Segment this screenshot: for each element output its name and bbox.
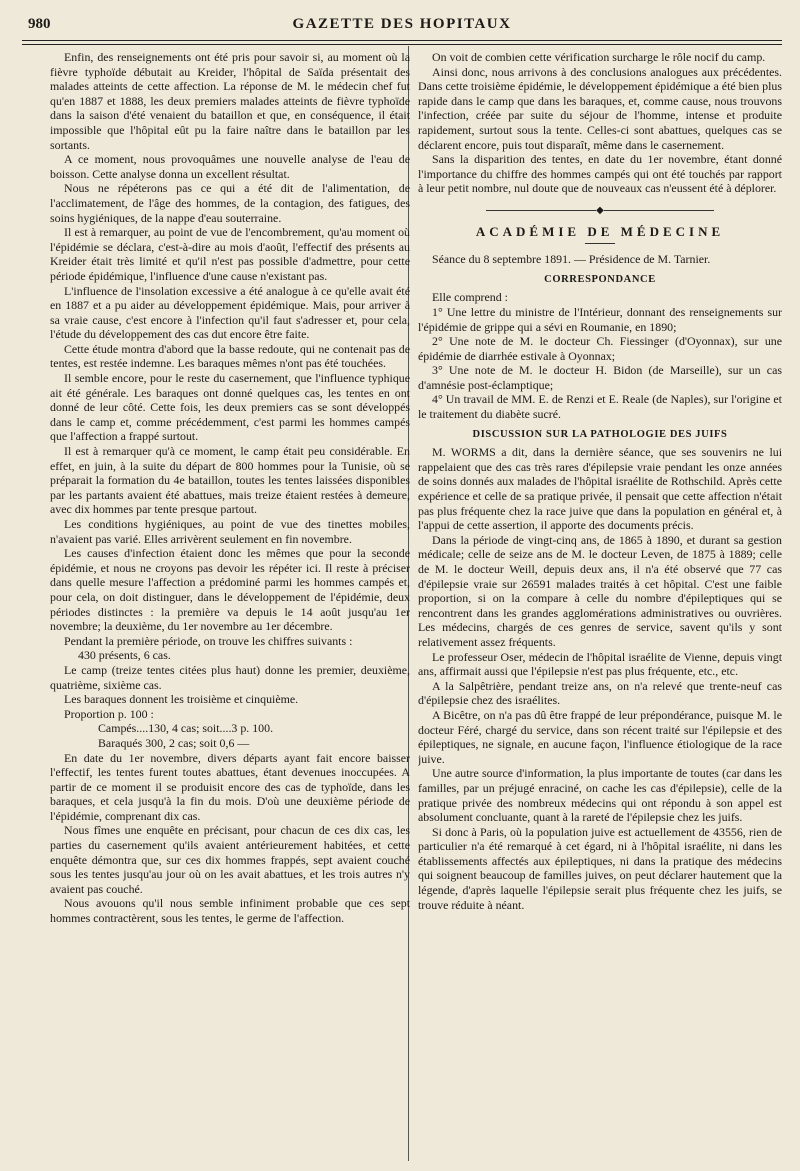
left-column bbox=[50, 50, 410, 1160]
subheading-discussion: DISCUSSION SUR LA PATHOLOGIE DES JUIFS bbox=[472, 428, 728, 440]
right-column bbox=[418, 50, 782, 1160]
short-rule bbox=[585, 243, 615, 244]
paragraph: Il semble encore, pour le reste du casernement, que l'influence typhique ait été générale. Les baraques ont donné quelques cas, les tentes en ont donné de leur côté. Cette fois, les deux premiers cas se sont développés dans le camp et, comme précédemment, c'est parmi les hommes campés que l'affection a frappé surtout. bbox=[50, 371, 410, 444]
paragraph: Les baraques donnent les troisième et cinquième. bbox=[64, 692, 299, 707]
paragraph: Si donc à Paris, où la population juive est actuellement de 43556, rien de particulier n'a été remarqué à cet égard, ni à l'hôpital israélite, ni dans les établissements affectés aux épileptiques, ni dans la pratique des médecins qui soignent beaucoup de familles juives, on peut déclarer hautement que la légende, d'après laquelle l'épilepsie serait plus fréquente chez les juifs, se trouve réduite à néant. bbox=[418, 824, 782, 912]
paragraph: A ce moment, nous provoquâmes une nouvelle analyse de l'eau de boisson. Cette analyse donna un excellent résultat. bbox=[50, 152, 410, 181]
journal-title: GAZETTE DES HOPITAUX bbox=[292, 16, 512, 32]
section-separator: ◆ bbox=[418, 204, 782, 219]
paragraph: M. WORMS a dit, dans la dernière séance, que ses souvenirs ne lui rappelaient que des cas très rares d'épilepsie vraie pendant les onze années de soins donnés aux malades de l'hôpital israélite de Rothschild. Après cette expérience et celle de sa pratique privée, il pensait que cette affection n'était pas plus fréquente chez la race juive que dans la population en général et, à l'appui de cette assertion, il apporte des documents précis. bbox=[418, 445, 782, 533]
page-number: 980 bbox=[28, 16, 51, 32]
paragraph: Cette étude montra d'abord que la basse redoute, qui ne contenait pas de tentes, est restée indemne. Les baraques mêmes n'ont pas été touchées. bbox=[50, 341, 410, 371]
paragraph: Le professeur Oser, médecin de l'hôpital israélite de Vienne, depuis vingt ans, affirmait aussi que l'épilepsie n'est pas plus fréquente, etc., etc. bbox=[418, 649, 782, 679]
paragraph: Sans la disparition des tentes, en date du 1er novembre, étant donné l'importance du chiffre des hommes campés qui ont été touchés par rapport à leur petit nombre, nul doute que de nouveaux cas n'eussent été à déplorer. bbox=[418, 152, 782, 196]
seance-line: Séance du 8 septembre 1891. — Présidence de M. Tarnier. bbox=[432, 252, 711, 267]
paragraph: 430 présents, 6 cas. bbox=[78, 648, 171, 663]
list-item: 4° Un travail de MM. E. de Renzi et E. Reale (de Naples), sur l'origine et le traitement du diabète sucré. bbox=[418, 392, 782, 422]
paragraph: Le camp (treize tentes citées plus haut) donne les premier, deuxième, quatrième, sixième cas. bbox=[50, 662, 410, 692]
paragraph: Il est à remarquer qu'à ce moment, le camp était peu considérable. En effet, en juin, à la suite du départ de 800 hommes pour la Tunisie, où se préparait la formation du 4e bataillon, toutes les tentes laissées disponibles par les partants avaient été abattues, mais treize étaient restées à demeure, avec dix hommes par tente presque partout. bbox=[50, 444, 410, 517]
paragraph: Enfin, des renseignements ont été pris pour savoir si, au moment où la fièvre typhoïde débutait au Kreider, l'hôpital de Saïda présentait des malades atteints de cette affection. La réponse de M. le médecin chef fut qu'en 1887 et 1888, les deux premiers malades atteints de fièvre typhoïde dans la saison d'été venaient du bataillon et que, en conséquence, il était impossible que l'hôpital eût pu la faire naître dans le bataillon par les sortants. bbox=[50, 50, 410, 152]
paragraph: Une autre source d'information, la plus importante de toutes (car dans les familles, par un préjugé enraciné, on cache les cas d'épilepsie), celle de la pratique privée des nombreux médecins qui ont répondu à son appel est absolument concluante, quant à la rareté de l'épilepsie chez les juifs. bbox=[418, 766, 782, 825]
paragraph: Nous avouons qu'il nous semble infiniment probable que ces sept hommes contractèrent, sous les tentes, le germe de l'affection. bbox=[50, 896, 410, 926]
paragraph: Ainsi donc, nous arrivons à des conclusions analogues aux précédentes. Dans cette troisième épidémie, le développement épidémique a été bien plus rapide dans le camp que dans les baraques, et, comme cause, nous trouvons l'infection, créée par suite du séjour de l'homme, intense et produite rapidement, surtout sous la tente. Celles-ci sont abattues, quelques cas se déclarent encore, puis tout disparaît, même dans le casernement. bbox=[418, 64, 782, 152]
list-item: 3° Une note de M. le docteur H. Bidon (de Marseille), sur un cas d'amnésie post-éclamptique; bbox=[418, 363, 782, 392]
paragraph: Pendant la première période, on trouve les chiffres suivants : bbox=[64, 633, 353, 648]
paragraph: L'influence de l'insolation excessive a été analogue à ce qu'elle avait été en 1887 et a pu aider au développement épidémique. Mais, pour arriver à sa vraie cause, c'est encore à l'infection qu'il faut s'adresser et, pour cela, l'étude du développement des cas dut encore être faite. bbox=[50, 283, 410, 342]
proportion-table bbox=[50, 721, 410, 750]
section-title: ACADÉMIE DE MÉDECINE bbox=[475, 223, 725, 239]
table-row-baraques: Baraqués 300, 2 cas; soit 0,6 — bbox=[98, 735, 250, 750]
table-row-campes: Campés....130, 4 cas; soit....3 p. 100. bbox=[98, 721, 274, 736]
list-item: 2° Une note de M. le docteur Ch. Fiessinger (d'Oyonnax), sur une épidémie de diarrhée estivale à Oyonnax; bbox=[418, 334, 782, 363]
page-header bbox=[22, 12, 782, 42]
paragraph: Les conditions hygiéniques, au point de vue des tinettes mobiles, n'avaient pas varié. Elles arrivèrent seulement en fin novembre. bbox=[50, 517, 410, 546]
paragraph: Nous ne répéterons pas ce qui a été dit de l'alimentation, de l'acclimatement, de l'âge des hommes, de la contagion, des fatigues, des soins hygiéniques, de la nappe d'eau souterraine. bbox=[50, 181, 410, 225]
list-item: 1° Une lettre du ministre de l'Intérieur, donnant des renseignements sur l'épidémie de grippe qui a sévi en Roumanie, en 1890; bbox=[418, 304, 782, 334]
paragraph: Les causes d'infection étaient donc les mêmes que pour la seconde épidémie, et nous ne croyons pas devoir les répéter ici. Il reste à préciser dans quelle mesure l'affection a prédominé parmi les hommes campés et, pour cela, on doit distinguer, dans le développement de l'épidémie, deux périodes distinctes : la première va depuis le 14 août jusqu'au 1er novembre; la deuxième, du 1er novembre au 1er décembre. bbox=[50, 546, 410, 634]
paragraph: Nous fîmes une enquête en précisant, pour chacun de ces dix cas, les parties du casernement qu'ils avaient antérieurement habitées, et cette enquête démontra que, sur ces dix hommes frappés, sept avaient couché sous les tentes jusqu'au jour où on les avait abattues, et les trois autres n'y avaient pas couché. bbox=[50, 823, 410, 896]
paragraph: A Bicêtre, on n'a pas dû être frappé de leur prépondérance, puisque M. le docteur Féré, chargé du service, dans son récent traité sur l'épilepsie et des épileptiques, ne signale, en aucune façon, l'influence étiologique de la race juive. bbox=[418, 707, 782, 766]
header-rule bbox=[22, 40, 782, 45]
subheading-correspondance: CORRESPONDANCE bbox=[544, 273, 656, 285]
paragraph: En date du 1er novembre, divers départs ayant fait encore baisser l'effectif, les tentes furent toutes abattues, étant devenues inoccupées. A partir de ce moment il se produisit encore des cas de typhoïde, dans les baraques, et cela jusqu'à la fin du mois. D'où une deuxième période de l'épidémie, comprenant dix cas. bbox=[50, 750, 410, 823]
paragraph: Proportion p. 100 : bbox=[64, 706, 154, 721]
paragraph: Elle comprend : bbox=[432, 290, 508, 305]
paragraph: Il est à remarquer, au point de vue de l'encombrement, qu'au moment où l'épidémie se déclara, c'est-à-dire au mois d'août, l'effectif des présents au Kreider était très limité et qu'il n'est pas possible d'admettre, pour cette période épidémique, l'influence d'une cause n'existant pas. bbox=[50, 225, 410, 283]
paragraph: On voit de combien cette vérification surcharge le rôle nocif du camp. bbox=[432, 50, 766, 64]
paragraph: A la Salpêtrière, pendant treize ans, on n'a relevé que trente-neuf cas d'épilepsie chez des israélites. bbox=[418, 678, 782, 708]
paragraph: Dans la période de vingt-cinq ans, de 1865 à 1890, et durant sa gestion médicale; celle de seize ans de M. le docteur Leven, de 1875 à 1889; celle de M. le docteur Weill, depuis deux ans, il n'a été observé que 77 cas d'épilepsie vraie sur 26591 malades traités à cet hôpital. C'est une faible proportion, si on la compare à celle du nombre d'épileptiques qui se rencontrent dans les grandes agglomérations administratives ou ouvrières. Les médecins, chargés de ces genres de service, savent qu'ils y sont relativement assez fréquents. bbox=[418, 532, 782, 649]
